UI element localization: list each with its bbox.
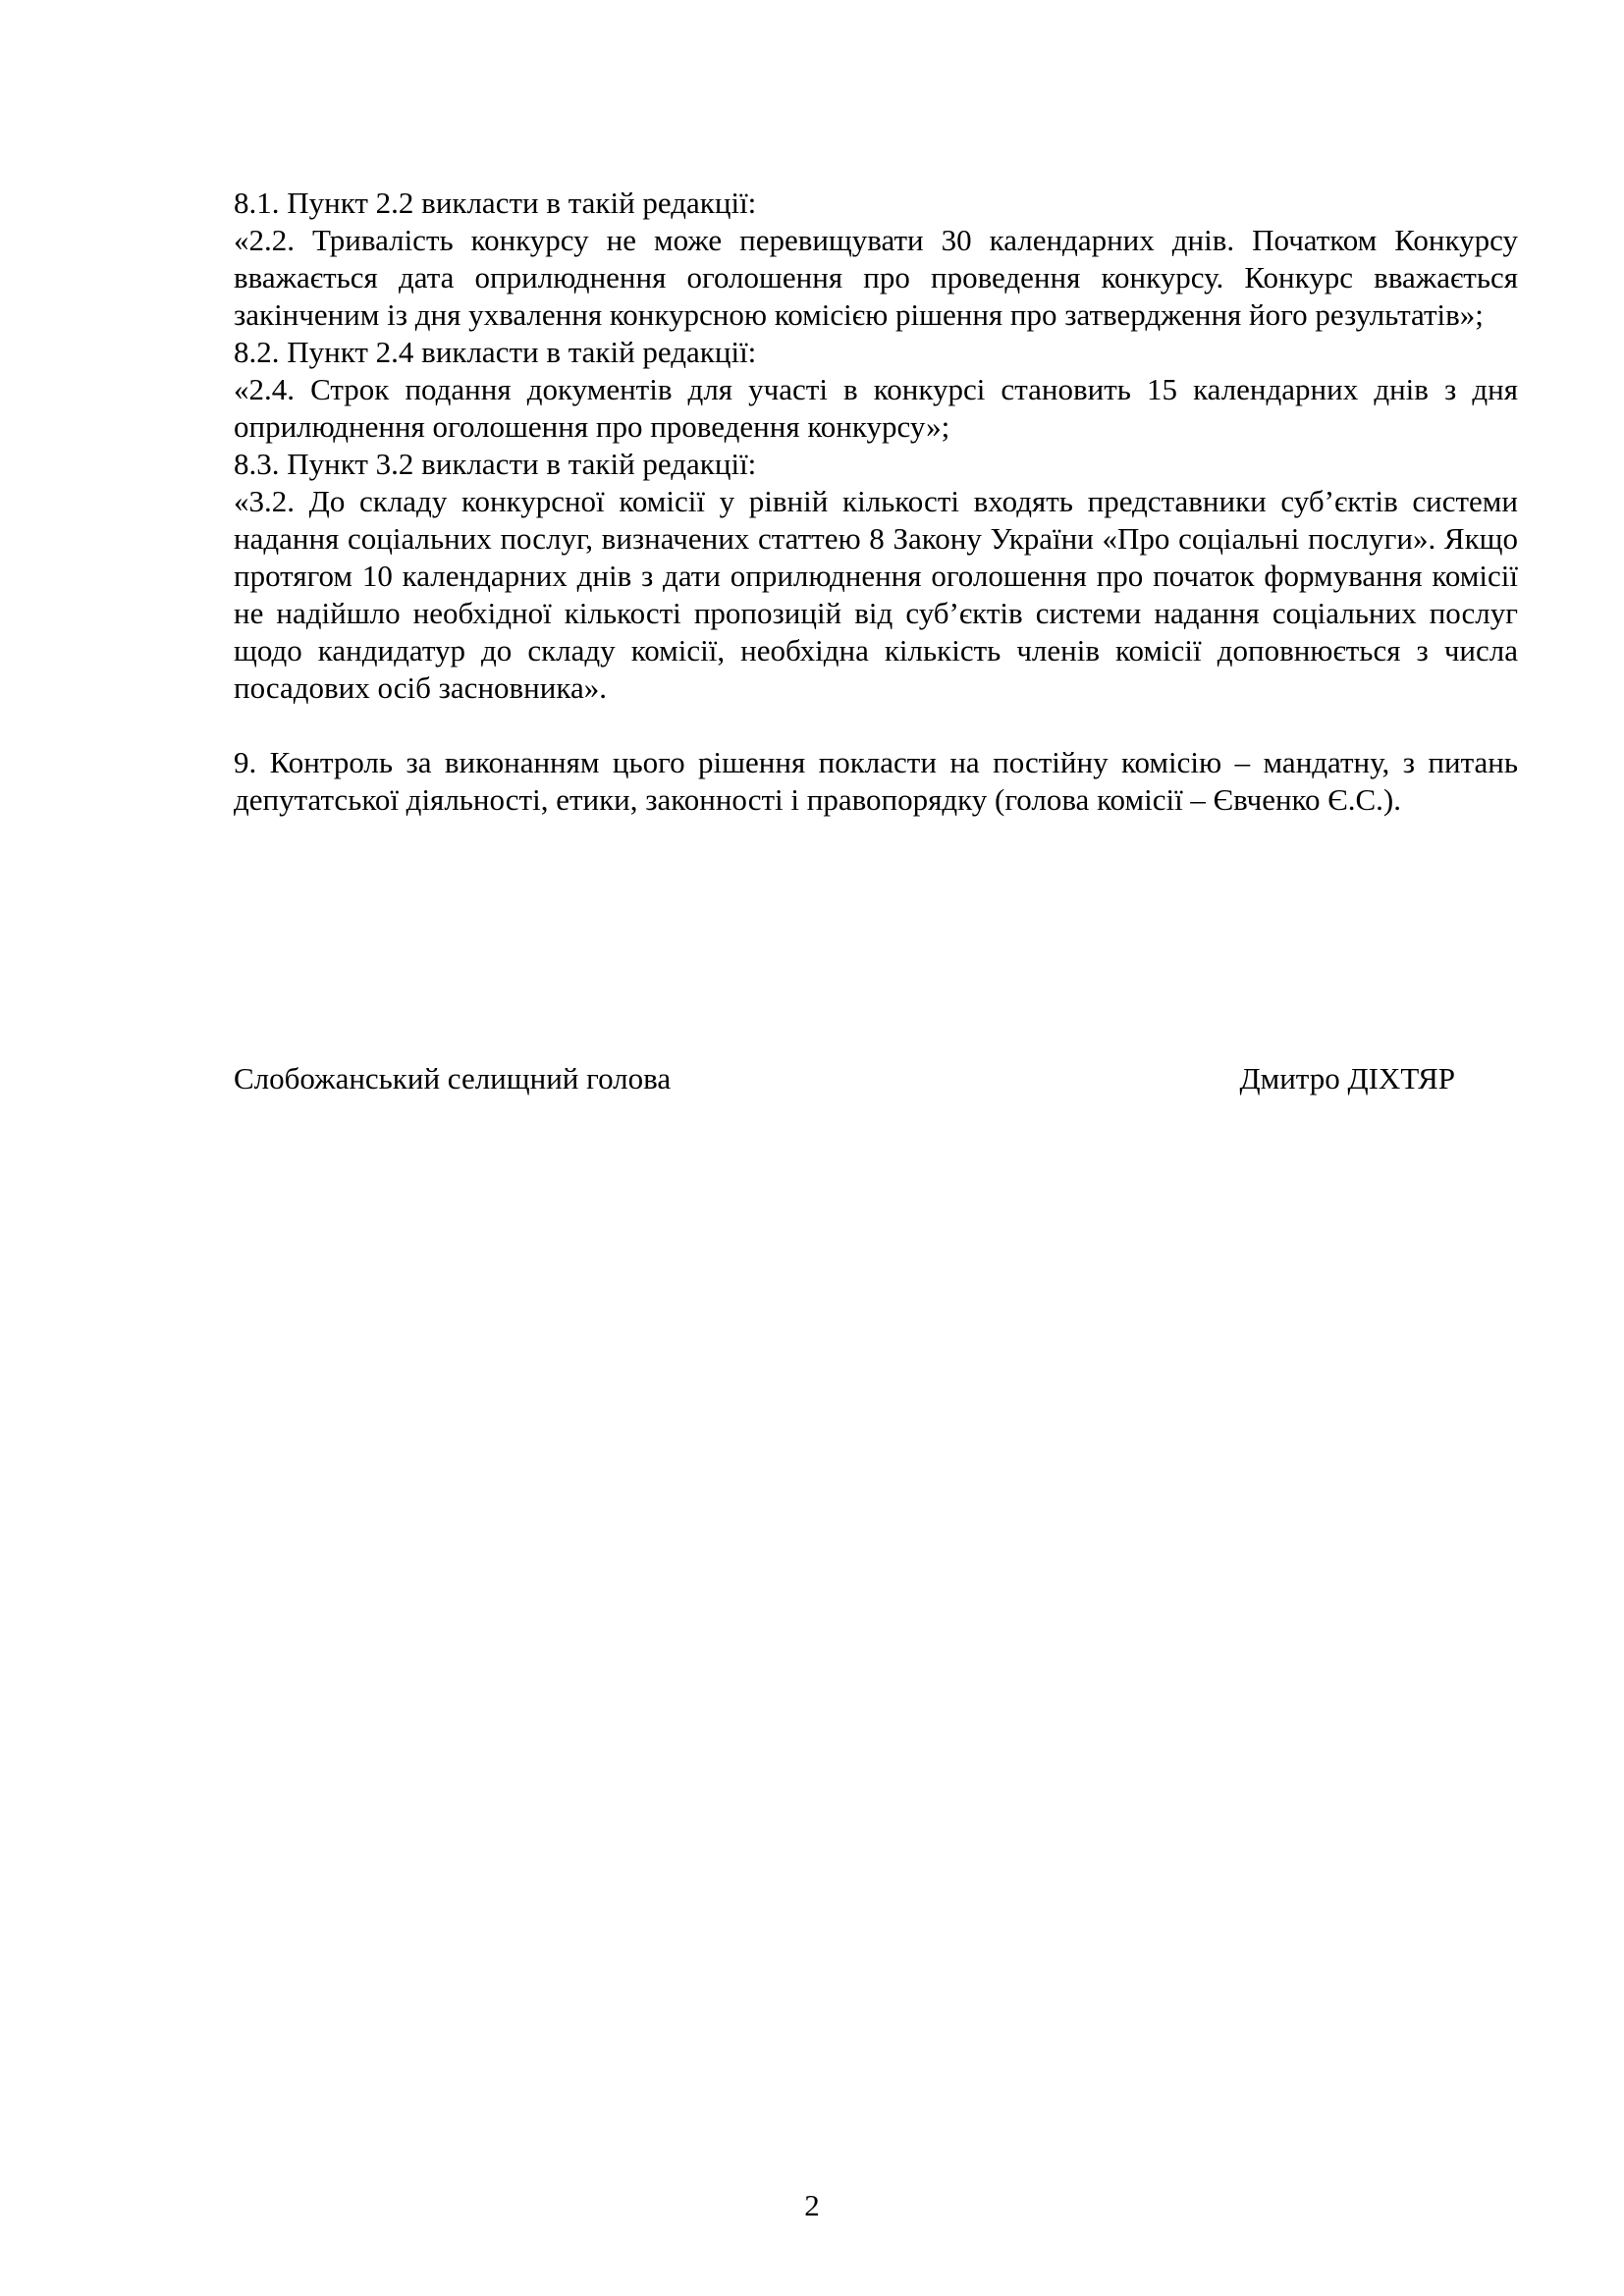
signature-title: Слобожанський селищний голова <box>234 1061 672 1095</box>
paragraph-2-2-text: «2.2. Тривалість конкурсу не може перевищувати 30 календарних днів. Початком Конкурсу вважається дата оприлюднення оголошення про проведення конкурсу. Конкурс вважається закінченим із дня ухвалення конкурсною комісією рішення про затвердження його результатів»; <box>234 223 1518 332</box>
paragraph-9-text: 9. Контроль за виконанням цього рішення покласти на постійну комісію – мандатну, з питань депутатської діяльності, етики, законності і правопорядку (голова комісії – Євченко Є.С.). <box>234 745 1518 817</box>
paragraph-2-4-text: «2.4. Строк подання документів для участі в конкурсі становить 15 календарних днів з дня оприлюднення оголошення про проведення конкурсу»; <box>234 372 1518 444</box>
page-number: 2 <box>804 2188 820 2222</box>
signature-block <box>234 1060 1455 1097</box>
paragraph-8-1-heading: 8.1. Пункт 2.2 викласти в такій редакції: <box>234 186 757 220</box>
document-body <box>234 185 1518 819</box>
paragraph-8-2-heading: 8.2. Пункт 2.4 викласти в такій редакції: <box>234 335 757 369</box>
paragraph-spacer <box>234 707 1518 744</box>
paragraph-8-3-heading: 8.3. Пункт 3.2 викласти в такій редакції: <box>234 447 757 481</box>
paragraph-3-2-text: «3.2. До складу конкурсної комісії у рівній кількості входять представники суб’єктів системи надання соціальних послуг, визначених статтею 8 Закону України «Про соціальні послуги». Якщо протягом 10 календарних днів з дати оприлюднення оголошення про початок формування комісії не надійшло необхідної кількості пропозицій від суб’єктів системи надання соціальних послуг щодо кандидатур до складу комісії, необхідна кількість членів комісії доповнюється з числа посадових осіб засновника». <box>234 484 1518 705</box>
signature-name: Дмитро ДІХТЯР <box>1239 1061 1455 1095</box>
